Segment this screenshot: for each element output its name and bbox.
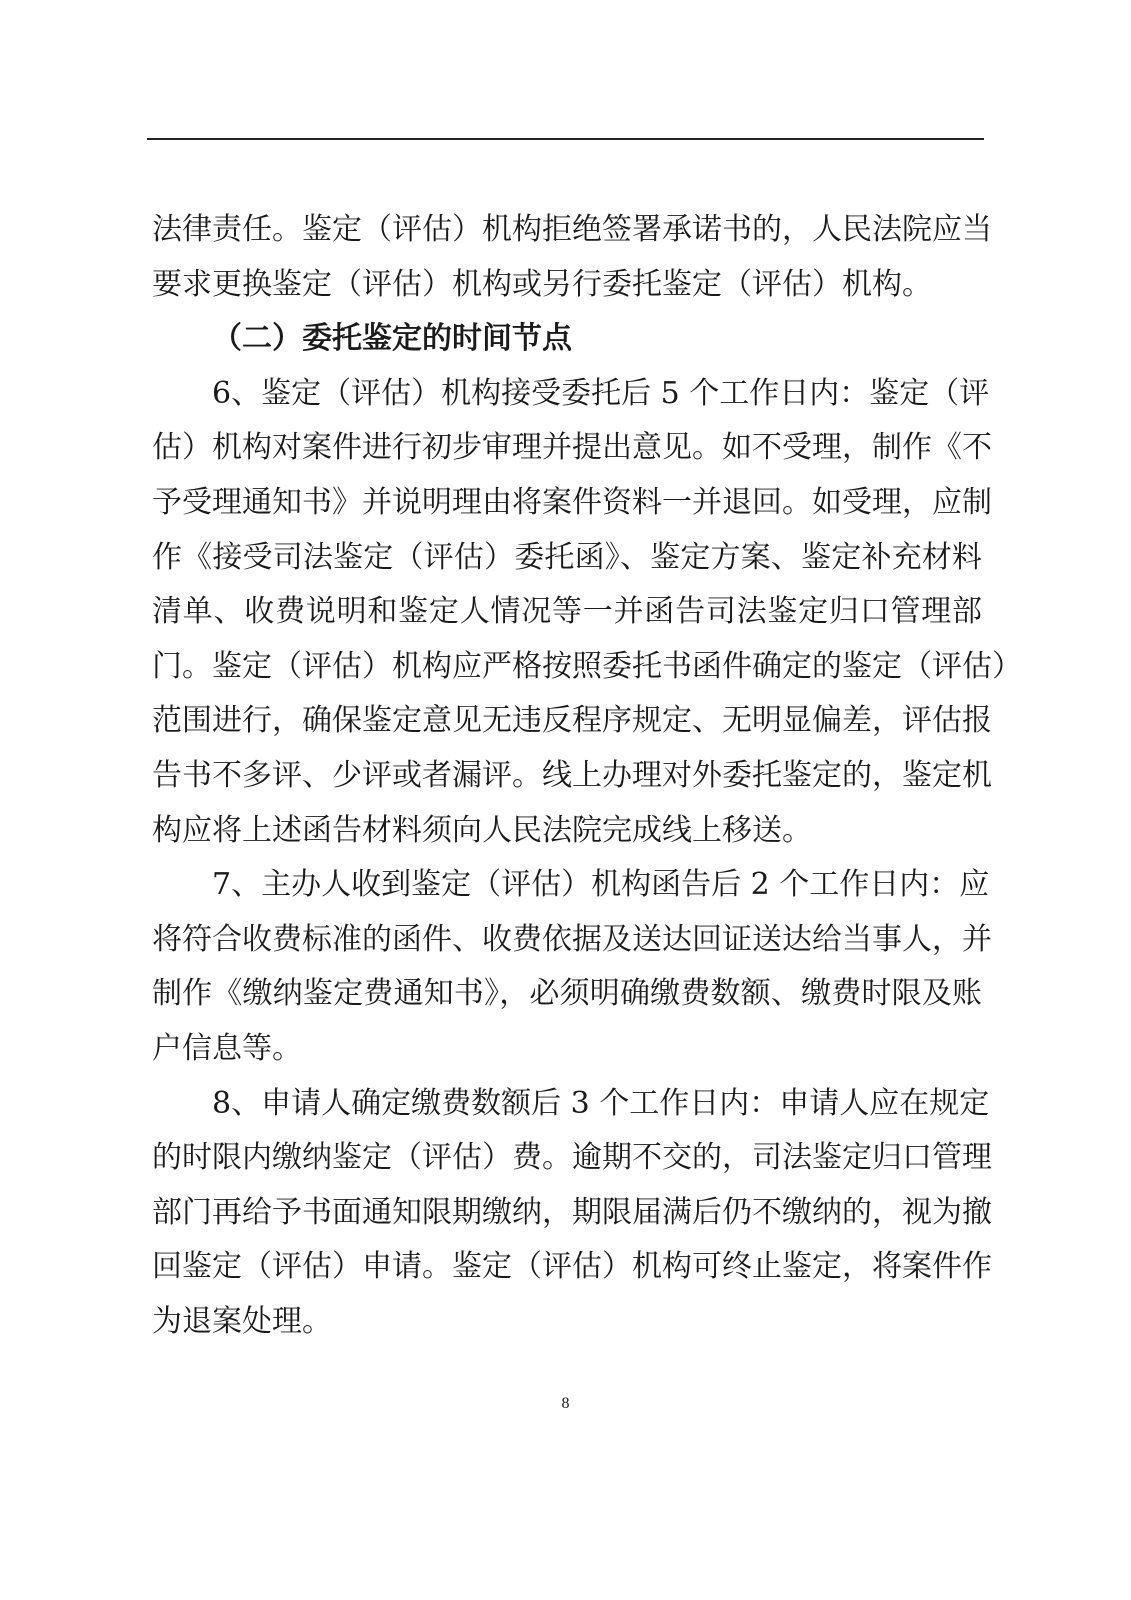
text-line: 为退案处理。 bbox=[152, 1303, 332, 1339]
text-line: 回鉴定（评估）申请。鉴定（评估）机构可终止鉴定，将案件作 bbox=[152, 1249, 992, 1285]
text-line: 构应将上述函告材料须向人民法院完成线上移送。 bbox=[152, 812, 812, 848]
text-line: 估）机构对案件进行初步审理并提出意见。如不受理，制作《不 bbox=[152, 430, 992, 466]
text-line: 要求更换鉴定（评估）机构或另行委托鉴定（评估）机构。 bbox=[152, 266, 932, 302]
document-body bbox=[152, 203, 1022, 1349]
text-line: 的时限内缴纳鉴定（评估）费。逾期不交的，司法鉴定归口管理 bbox=[152, 1140, 992, 1176]
page-number: 8 bbox=[561, 1395, 570, 1412]
text-line: 部门再给予书面通知限期缴纳，期限届满后仍不缴纳的，视为撤 bbox=[152, 1194, 992, 1230]
paragraph-first-line: 7、主办人收到鉴定（评估）机构函告后 2 个工作日内：应 bbox=[212, 867, 990, 903]
paragraph-first-line: 8、申请人确定缴费数额后 3 个工作日内：申请人应在规定 bbox=[212, 1085, 990, 1121]
text-line: 范围进行，确保鉴定意见无违反程序规定、无明显偏差，评估报 bbox=[152, 703, 992, 739]
text-line: 清单、收费说明和鉴定人情况等一并函告司法鉴定归口管理部 bbox=[152, 594, 982, 630]
text-line: 门。鉴定（评估）机构应严格按照委托书函件确定的鉴定（评估） bbox=[152, 648, 1022, 684]
text-line: 法律责任。鉴定（评估）机构拒绝签署承诺书的，人民法院应当 bbox=[152, 212, 992, 247]
paragraph-first-line: 6、鉴定（评估）机构接受委托后 5 个工作日内：鉴定（评 bbox=[212, 375, 990, 411]
text-line: 作《接受司法鉴定（评估）委托函》、鉴定方案、鉴定补充材料 bbox=[152, 539, 982, 575]
text-line: 告书不多评、少评或者漏评。线上办理对外委托鉴定的，鉴定机 bbox=[152, 757, 992, 793]
text-line: 将符合收费标准的函件、收费依据及送达回证送达给当事人，并 bbox=[152, 921, 992, 957]
section-heading: （二）委托鉴定的时间节点 bbox=[212, 321, 572, 357]
text-line: 户信息等。 bbox=[152, 1030, 302, 1066]
header-rule bbox=[147, 138, 984, 140]
text-line: 予受理通知书》并说明理由将案件资料一并退回。如受理，应制 bbox=[152, 484, 992, 520]
text-line: 制作《缴纳鉴定费通知书》，必须明确缴费数额、缴费时限及账 bbox=[152, 976, 982, 1012]
